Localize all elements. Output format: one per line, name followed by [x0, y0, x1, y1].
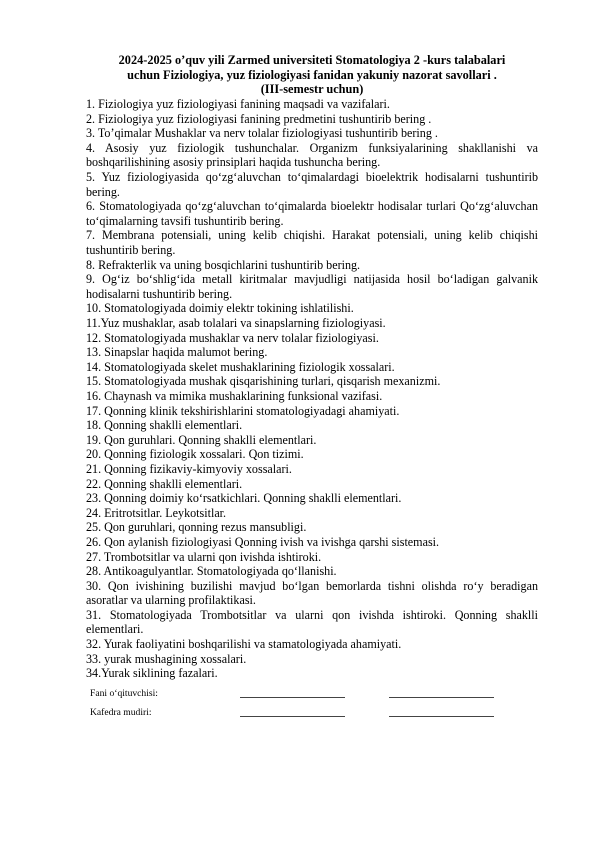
title-line-3: (III-semestr uchun): [260, 82, 364, 97]
document-title: [86, 53, 538, 97]
question-item: 28. Antikoagulyantlar. Stomatologiyada qo‘llanishi.: [86, 564, 337, 579]
question-item: 15. Stomatologiyada mushak qisqarishining turlari, qisqarish mexanizmi.: [86, 374, 441, 389]
question-item: 1. Fiziologiya yuz fiziologiyasi fanining maqsadi va vazifalari.: [86, 97, 390, 112]
question-item: 33. yurak mushagining xossalari.: [86, 651, 247, 666]
teacher-signature-row: [86, 684, 538, 703]
question-item: 3. To’qimalar Mushaklar va nerv tolalar fiziologiyasi tushuntirib bering .: [86, 126, 438, 141]
question-item: 10. Stomatologiyada doimiy elektr tokining ishlatilishi.: [86, 301, 354, 316]
question-item: 20. Qonning fiziologik xossalari. Qon tizimi.: [86, 447, 304, 462]
question-item: 30. Qon ivishining buzilishi mavjud bo‘lgan bemorlarda tishni olishda ro‘y beradigan asoratlar va ularning profilaktikasi.: [86, 578, 538, 608]
title-line-2: uchun Fiziologiya, yuz fiziologiyasi fanidan yakuniy nazorat savollari .: [127, 67, 497, 82]
question-item: 18. Qonning shaklli elementlari.: [86, 418, 243, 433]
question-item: 14. Stomatologiyada skelet mushaklarining fiziologik xossalari.: [86, 359, 395, 374]
question-item: 6. Stomatologiyada qo‘zg‘aluvchan to‘qimalarda bioelektr hodisalar turlari Qo‘zg‘aluvchan to‘qimalarning tavsifi tushuntirib bering.: [86, 199, 538, 228]
question-item: 8. Refrakterlik va uning bosqichlarini tushuntirib bering.: [86, 257, 361, 272]
question-item: 31. Stomatologiyada Trombotsitlar va ularni qon ivishda ishtiroki. Qonning shaklli elementlari.: [86, 607, 538, 637]
question-item: 9. Og‘iz bo‘shlig‘ida metall kiritmalar mavjudligi natijasida hosil bo‘ladigan galvanik hodisalarni tushuntirib bering.: [86, 272, 538, 301]
question-item: 27. Trombotsitlar va ularni qon ivishda ishtiroki.: [86, 549, 322, 564]
question-item: 17. Qonning klinik tekshirishlarini stomatologiyadagi ahamiyati.: [86, 403, 400, 418]
question-item: 23. Qonning doimiy ko‘rsatkichlari. Qonning shaklli elementlari.: [86, 491, 402, 506]
question-item: 26. Qon aylanish fiziologiyasi Qonning ivish va ivishga qarshi sistemasi.: [86, 534, 440, 549]
question-item: 2. Fiziologiya yuz fiziologiyasi fanining predmetini tushuntirib bering .: [86, 111, 432, 126]
question-item: 13. Sinapslar haqida malumot bering.: [86, 345, 268, 360]
question-item: 16. Chaynash va mimika mushaklarining funksional vazifasi.: [86, 388, 383, 403]
question-item: 7. Membrana potensiali, uning kelib chiqishi. Harakat potensiali, uning kelib chiqishi tushuntirib bering.: [86, 228, 538, 258]
question-item: 5. Yuz fiziologiyasida qo‘zg‘aluvchan to‘qimalardagi bioelektrik hodisalarni tushuntirib bering.: [86, 170, 538, 199]
teacher-label: Fani o‘qituvchisi:: [90, 687, 158, 699]
head-signature-line: [240, 707, 345, 717]
question-item: 11.Yuz mushaklar, asab tolalari va sinapslarning fiziologiyasi.: [86, 316, 386, 331]
question-item: 25. Qon guruhlari, qonning rezus mansubligi.: [86, 520, 307, 535]
signature-block: [86, 684, 538, 722]
title-line-1: 2024-2025 o’quv yili Zarmed universiteti Stomatologiya 2 -kurs talabalari: [118, 53, 506, 67]
teacher-signature-line: [240, 688, 345, 698]
head-name-line: [389, 707, 494, 717]
question-item: 24. Eritrotsitlar. Leykotsitlar.: [86, 505, 227, 520]
head-signature-row: [86, 703, 538, 722]
head-label: Kafedra mudiri:: [90, 706, 152, 718]
question-list: [86, 97, 538, 681]
question-item: 12. Stomatologiyada mushaklar va nerv tolalar fiziologiyasi.: [86, 330, 379, 345]
teacher-name-line: [389, 688, 494, 698]
question-item: 32. Yurak faoliyatini boshqarilishi va stamatologiyada ahamiyati.: [86, 637, 402, 652]
question-item: 4. Asosiy yuz fiziologik tushunchalar. Organizm funksiyalarining shakllanishi va boshqarilishining asosiy prinsiplari haqida tushuncha bering.: [86, 140, 538, 170]
question-item: 19. Qon guruhlari. Qonning shaklli elementlari.: [86, 432, 317, 447]
question-item: 22. Qonning shaklli elementlari.: [86, 476, 243, 491]
question-item: 21. Qonning fizikaviy-kimyoviy xossalari.: [86, 461, 292, 476]
question-item: 34.Yurak siklining fazalari.: [86, 666, 218, 681]
